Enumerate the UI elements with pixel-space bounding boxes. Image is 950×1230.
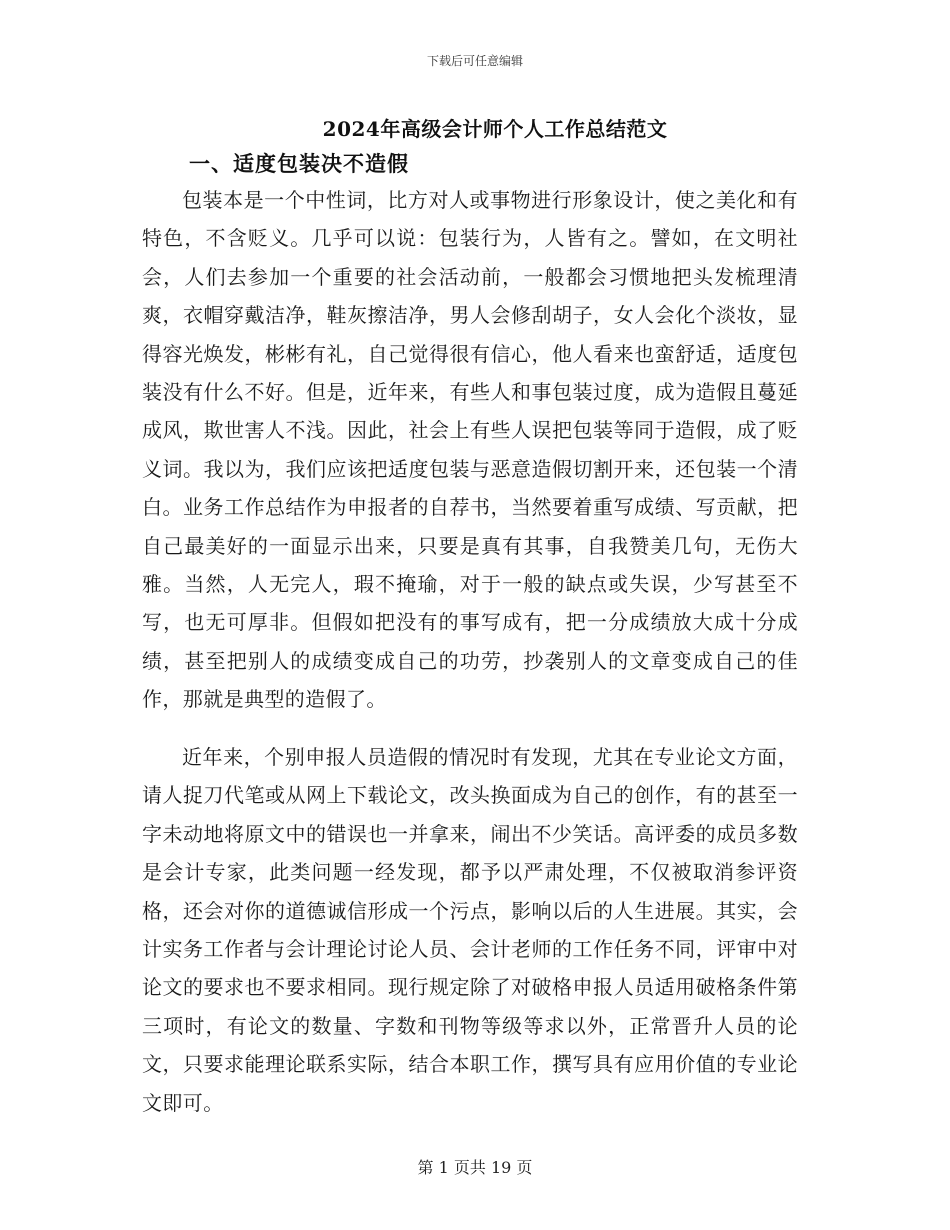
section-heading: 一、适度包装决不造假 — [189, 151, 409, 176]
body-paragraph: 包装本是一个中性词，比方对人或事物进行形象设计，使之美化和有特色，不含贬义。几乎可以说：包装行为，人皆有之。譬如，在文明社会，人们去参加一个重要的社会活动前，一般都会习惯地把头发梳理清爽，衣帽穿戴洁净，鞋灰擦洁净，男人会修刮胡子，女人会化个淡妆，显得容光焕发，彬彬有礼，自己觉得很有信心，他人看来也蛮舒适，适度包装没有什么不好。但是，近年来，有些人和事包装过度，成为造假且蔓延成风，欺世害人不浅。因此，社会上有些人误把包装等同于造假，成了贬义词。我以为，我们应该把适度包装与恶意造假切割开来，还包装一个清白。业务工作总结作为申报者的自荐书，当然要着重写成绩、写贡献，把自己最美好的一面显示出来，只要是真有其事，自我赞美几句，无伤大雅。当然，人无完人，瑕不掩瑜，对于一般的缺点或失误，少写甚至不写，也无可厚非。但假如把没有的事写成有，把一分成绩放大成十分成绩，甚至把别人的成绩变成自己的功劳，抄袭别人的文章变成自己的佳作，那就是典型的造假了。 — [142, 188, 798, 712]
document-title: 2024年高级会计师个人工作总结范文 — [322, 117, 668, 141]
body-paragraph: 近年来，个别申报人员造假的情况时有发现，尤其在专业论文方面，请人捉刀代笔或从网上下载论文，改头换面成为自己的创作，有的甚至一字未动地将原文中的错误也一并拿来，闹出不少笑话。高评委的成员多数是会计专家，此类问题一经发现，都予以严肃处理，不仅被取消参评资格，还会对你的道德诚信形成一个污点，影响以后的人生进展。其实，会计实务工作者与会计理论讨论人员、会计老师的工作任务不同，评审中对论文的要求也不要求相同。现行规定除了对破格申报人员适用破格条件第三项时，有论文的数量、字数和刊物等级等求以外，正常晋升人员的论文，只要求能理论联系实际，结合本职工作，撰写具有应用价值的专业论文即可。 — [142, 745, 798, 1115]
page-number: 第 1 页共 19 页 — [417, 1158, 533, 1177]
page-header-note: 下载后可任意编辑 — [426, 54, 523, 68]
